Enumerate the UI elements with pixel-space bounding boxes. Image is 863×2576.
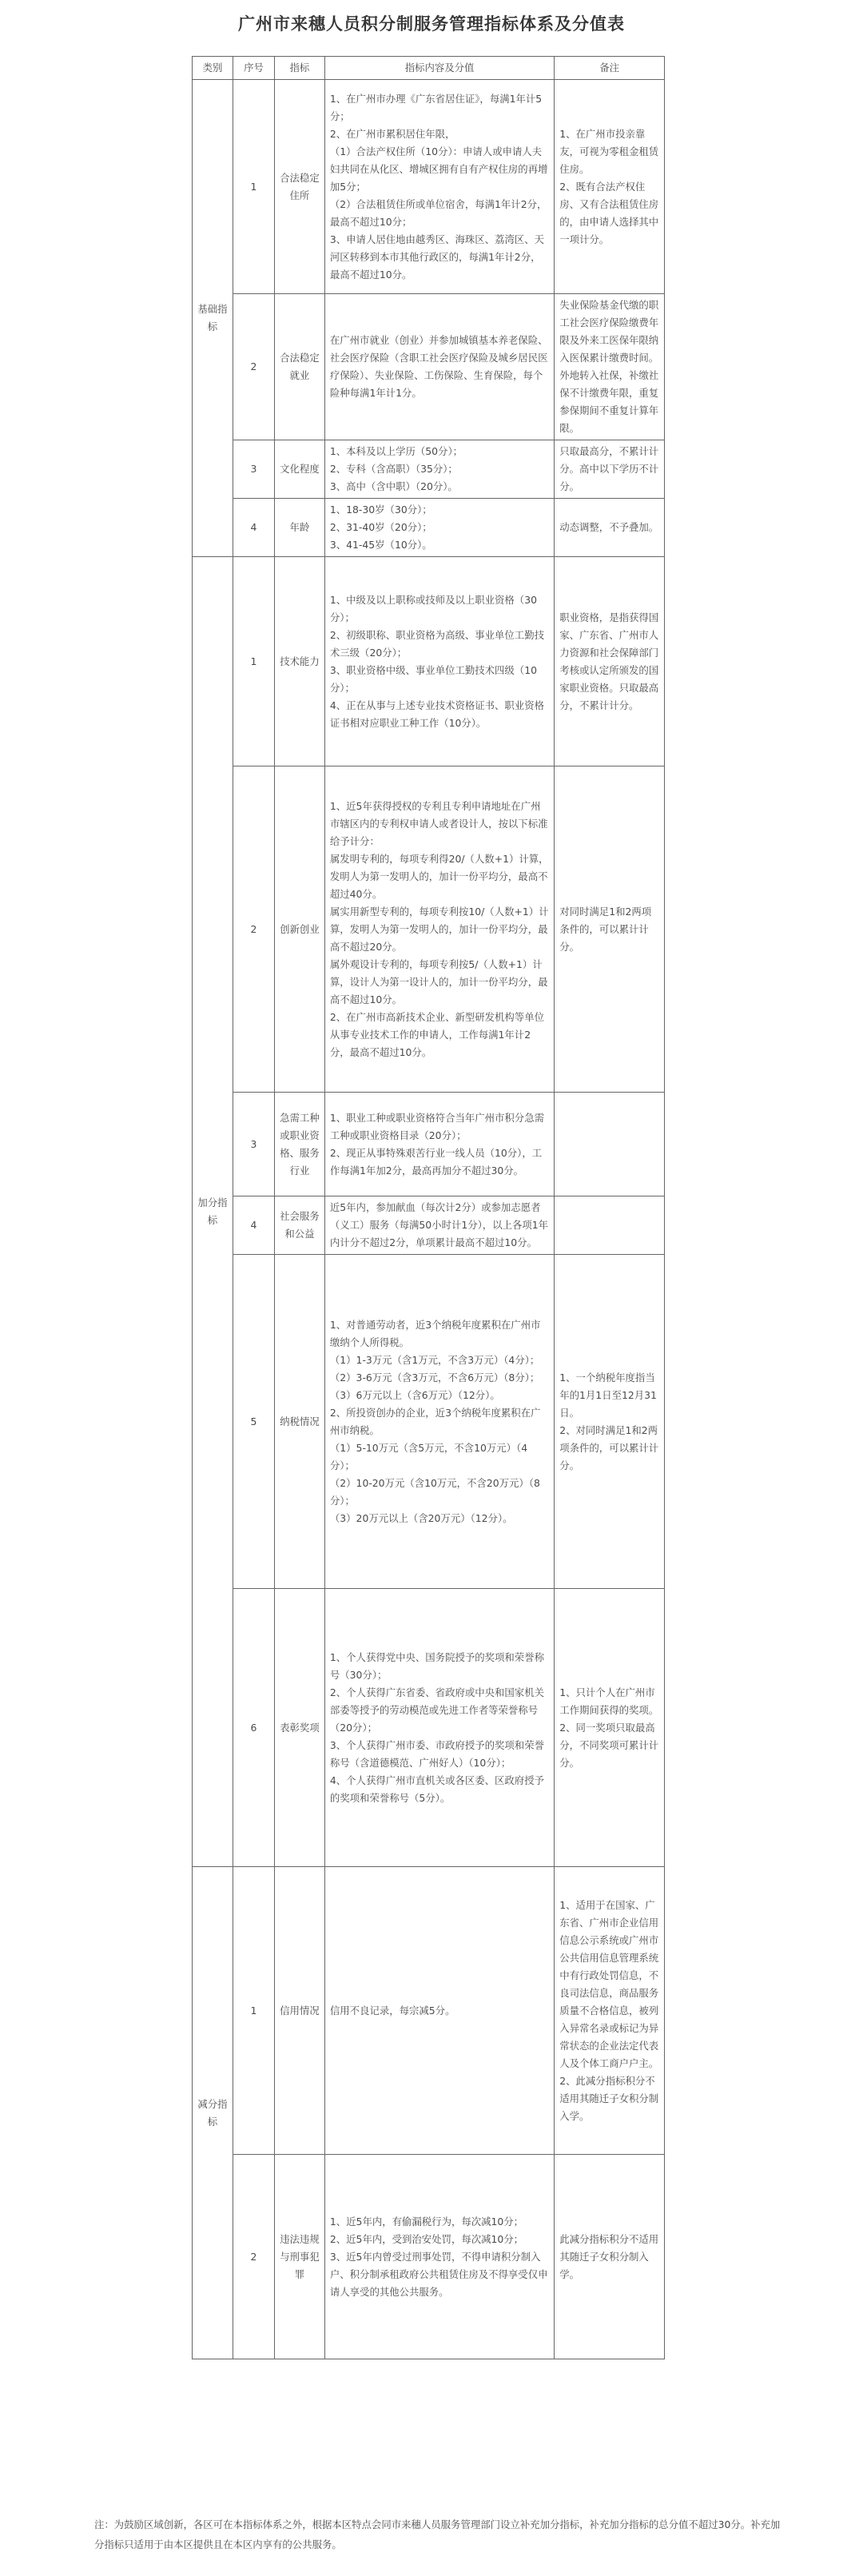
row-number-cell: 4 — [233, 499, 274, 557]
table-row — [193, 2155, 665, 2359]
table-row — [193, 1255, 665, 1589]
content-line: 信用不良记录，每宗减5分。 — [329, 2004, 455, 2017]
remark-cell — [555, 1867, 665, 2155]
remark-cell — [555, 1255, 665, 1589]
remark-cell — [555, 557, 665, 766]
remark-cell — [555, 2155, 665, 2359]
remark-line: 1、适用于在国家、广东省、广州市企业信用信息公示系统或广州市公共信用信息管理系统中有行政处罚信息，不良司法信息，商品服务质量不合格信息，被列入异常名录或标记为异常状态的企业法定代表人及个体工商户户主。 — [559, 1898, 659, 2069]
content-line: 4、正在从事与上述专业技术资格证书、职业资格证书相对应职业工种工作（10分）。 — [329, 699, 544, 729]
content-line: 1、在广州市办理《广东省居住证》，每满1年计5分； — [329, 92, 543, 122]
indicator-table — [192, 56, 665, 2359]
table-row — [193, 1196, 665, 1255]
remark-cell — [555, 1196, 665, 1255]
remark-line: 1、在广州市投亲靠友，可视为零租金租赁住房。 — [559, 127, 659, 175]
content-line: 2、所投资创办的企业，近3个纳税年度累积在广州市纳税。 — [329, 1406, 541, 1436]
content-line: 2、专科（含高职）（35分）； — [329, 463, 458, 475]
remark-line: 失业保险基金代缴的职工社会医疗保险缴费年限及外来工医保年限纳入医保累计缴费时间。外地转入社保，补缴社保不计缴费年限，重复参保期间不重复计算年限。 — [559, 299, 659, 434]
content-line: 2、初级职称、职业资格为高级、事业单位工勤技术三级（20分）； — [329, 628, 544, 659]
remark-line: 对同时满足1和2两项条件的，可以累计计分。 — [559, 905, 652, 953]
content-line: 1、对普通劳动者，近3个纳税年度累积在广州市缴纳个人所得税。 — [329, 1318, 541, 1348]
indicator-cell: 创新创业 — [275, 766, 325, 1093]
header-indicator: 指标 — [275, 57, 325, 80]
content-line: 1、中级及以上职称或技师及以上职业资格（30分）； — [329, 593, 537, 623]
row-number-cell: 2 — [233, 2155, 274, 2359]
remark-line: 1、一个纳税年度指当年的1月1日至12月31日。 — [559, 1371, 657, 1419]
content-line: 3、41-45岁（10分）。 — [329, 539, 432, 551]
content-line: 属实用新型专利的，每项专利按10/（人数+1）计算，发明人为第一发明人的，加计一份平均分，最高不超过20分。 — [329, 905, 549, 953]
content-line: 3、高中（含中职）（20分）。 — [329, 480, 458, 492]
content-line: （2）3-6万元（含3万元，不含6万元）（8分）； — [329, 1371, 540, 1384]
remark-cell — [555, 294, 665, 440]
content-line: 2、31-40岁（20分）； — [329, 521, 432, 533]
remark-cell — [555, 80, 665, 294]
content-cell — [324, 2155, 554, 2359]
remark-line: 此减分指标积分不适用其随迁子女积分制入学。 — [559, 2232, 659, 2280]
table-row — [193, 1867, 665, 2155]
content-line: （3）20万元以上（含20万元）（12分）。 — [329, 1511, 513, 1524]
content-line: 1、职业工种或职业资格符合当年广州市积分急需工种或职业资格目录（20分）； — [329, 1111, 544, 1141]
indicator-cell: 合法稳定就业 — [275, 294, 325, 440]
remark-line: 2、对同时满足1和2两项条件的，可以累计计分。 — [559, 1423, 659, 1471]
remark-cell — [555, 499, 665, 557]
remark-cell — [555, 1093, 665, 1196]
content-line: 2、近5年内，受到治安处罚，每次减10分； — [329, 2232, 524, 2245]
content-cell — [324, 1589, 554, 1867]
row-number-cell: 1 — [233, 1867, 274, 2155]
remark-cell — [555, 1589, 665, 1867]
table-row — [193, 766, 665, 1093]
indicator-cell: 合法稳定住所 — [275, 80, 325, 294]
content-line: （2）10-20万元（含10万元，不含20万元）（8分）； — [329, 1476, 540, 1507]
remark-line: 2、既有合法产权住房、又有合法租赁住房的，由申请人选择其中一项计分。 — [559, 180, 659, 245]
indicator-cell: 社会服务和公益 — [275, 1196, 325, 1255]
remark-line: 只取最高分，不累计计分。高中以下学历不计分。 — [559, 445, 659, 492]
content-line: 2、在广州市累积居住年限， — [329, 127, 455, 140]
content-cell — [324, 294, 554, 440]
indicator-cell: 信用情况 — [275, 1867, 325, 2155]
header-category: 类别 — [193, 57, 233, 80]
content-cell — [324, 80, 554, 294]
remark-line: 职业资格，是指获得国家、广东省、广州市人力资源和社会保障部门考核或认定所颁发的国家职业资格。只取最高分，不累计计分。 — [559, 611, 659, 711]
remark-line: 1、只计个人在广州市工作期间获得的奖项。 — [559, 1686, 659, 1716]
header-number: 序号 — [233, 57, 274, 80]
content-line: 3、个人获得广州市委、市政府授予的奖项和荣誉称号（含道德模范、广州好人）（10分）； — [329, 1738, 544, 1769]
content-line: 3、职业资格中级、事业单位工勤技术四级（10分）； — [329, 663, 537, 694]
content-line: （1）5-10万元（含5万元，不含10万元）（4分）； — [329, 1441, 528, 1471]
indicator-cell: 文化程度 — [275, 440, 325, 499]
content-cell — [324, 1093, 554, 1196]
content-cell — [324, 1867, 554, 2155]
content-line: 1、18-30岁（30分）； — [329, 504, 432, 516]
row-number-cell: 5 — [233, 1255, 274, 1589]
row-number-cell: 6 — [233, 1589, 274, 1867]
indicator-cell: 纳税情况 — [275, 1255, 325, 1589]
content-line: 3、近5年内曾受过刑事处罚，不得申请积分制入户、积分制承租政府公共租赁住房及不得享受仅申请人享受的其他公共服务。 — [329, 2250, 548, 2298]
row-number-cell: 4 — [233, 1196, 274, 1255]
content-line: 1、近5年获得授权的专利且专利申请地址在广州市辖区内的专利权申请人或者设计人，按以下标准给予计分： — [329, 799, 548, 847]
content-line: 2、个人获得广东省委、省政府或中央和国家机关部委等授予的劳动模范或先进工作者等荣誉称号（20分）； — [329, 1686, 544, 1734]
content-line: 近5年内，参加献血（每次计2分）或参加志愿者（义工）服务（每满50小时计1分），以上各项1年内计分不超过2分，单项累计最高不超过10分。 — [329, 1201, 549, 1248]
content-cell — [324, 766, 554, 1093]
content-line: 2、在广州市高新技术企业、新型研发机构等单位从事专业技术工作的申请人，工作每满1年计2分，最高不超过10分。 — [329, 1010, 544, 1058]
content-line: 3、申请人居住地由越秀区、海珠区、荔湾区、天河区转移到本市其他行政区的，每满1年计2分，最高不超过10分。 — [329, 233, 544, 281]
row-number-cell: 3 — [233, 440, 274, 499]
row-number-cell: 2 — [233, 766, 274, 1093]
indicator-cell: 年龄 — [275, 499, 325, 557]
row-number-cell: 1 — [233, 80, 274, 294]
table-row — [193, 499, 665, 557]
content-cell — [324, 1196, 554, 1255]
category-cell: 加分指标 — [193, 557, 233, 1867]
table-row — [193, 440, 665, 499]
table-row — [193, 294, 665, 440]
header-remark: 备注 — [555, 57, 665, 80]
content-line: 4、个人获得广州市直机关或各区委、区政府授予的奖项和荣誉称号（5分）。 — [329, 1774, 544, 1804]
content-cell — [324, 1255, 554, 1589]
remark-line: 2、此减分指标积分不适用其随迁子女积分制入学。 — [559, 2074, 659, 2122]
row-number-cell: 3 — [233, 1093, 274, 1196]
indicator-cell: 技术能力 — [275, 557, 325, 766]
content-cell — [324, 557, 554, 766]
table-row — [193, 1093, 665, 1196]
content-cell — [324, 499, 554, 557]
content-line: 属外观设计专利的，每项专利按5/（人数+1）计算，设计人为第一设计人的，加计一份平均分，最高不超过10分。 — [329, 958, 548, 1005]
row-number-cell: 1 — [233, 557, 274, 766]
indicator-cell: 违法违规与刑事犯罪 — [275, 2155, 325, 2359]
content-line: （3）6万元以上（含6万元）（12分）。 — [329, 1388, 500, 1401]
remark-cell — [555, 440, 665, 499]
content-line: 1、个人获得党中央、国务院授予的奖项和荣誉称号（30分）； — [329, 1650, 544, 1681]
content-line: 1、本科及以上学历（50分）； — [329, 445, 463, 457]
remark-line: 2、同一奖项只取最高分，不同奖项可累计计分。 — [559, 1721, 659, 1769]
content-line: （2）合法租赁住所或单位宿舍，每满1年计2分，最高不超过10分； — [329, 197, 547, 228]
table-row — [193, 1589, 665, 1867]
indicator-cell: 急需工种或职业资格、服务行业 — [275, 1093, 325, 1196]
footnote: 注：为鼓励区域创新，各区可在本指标体系之外，根据本区特点会同市来穗人员服务管理部门设立补充加分指标，补充加分指标的总分值不超过30分。补充加分指标只适用于由本区提供且在本区内享有的公共服务。 — [94, 2518, 781, 2550]
content-line: （1）1-3万元（含1万元，不含3万元）（4分）； — [329, 1353, 540, 1366]
table-header-row — [193, 57, 665, 80]
indicator-cell: 表彰奖项 — [275, 1589, 325, 1867]
remark-cell — [555, 766, 665, 1093]
content-line: （1）合法产权住所（10分）：申请人或申请人夫妇共同在从化区、增城区拥有自有产权住房的再增加5分； — [329, 145, 548, 193]
content-line: 属发明专利的，每项专利得20/（人数+1）计算，发明人为第一发明人的，加计一份平均分，最高不超过40分。 — [329, 852, 549, 900]
category-cell: 基础指标 — [193, 80, 233, 557]
category-cell: 减分指标 — [193, 1867, 233, 2359]
header-content: 指标内容及分值 — [324, 57, 554, 80]
content-line: 在广州市就业（创业）并参加城镇基本养老保险、社会医疗保险（含职工社会医疗保险及城乡居民医疗保险）、失业保险、工伤保险、生育保险，每个险种每满1年计1分。 — [329, 334, 548, 399]
table-row — [193, 80, 665, 294]
content-line: 2、现正从事特殊艰苦行业一线人员（10分），工作每满1年加2分，最高再加分不超过30分。 — [329, 1146, 543, 1177]
remark-line: 动态调整，不予叠加。 — [559, 521, 659, 533]
table-row — [193, 557, 665, 766]
content-cell — [324, 440, 554, 499]
row-number-cell: 2 — [233, 294, 274, 440]
page-title: 广州市来穗人员积分制服务管理指标体系及分值表 — [238, 14, 625, 34]
content-line: 1、近5年内，有偷漏税行为，每次减10分； — [329, 2215, 524, 2228]
